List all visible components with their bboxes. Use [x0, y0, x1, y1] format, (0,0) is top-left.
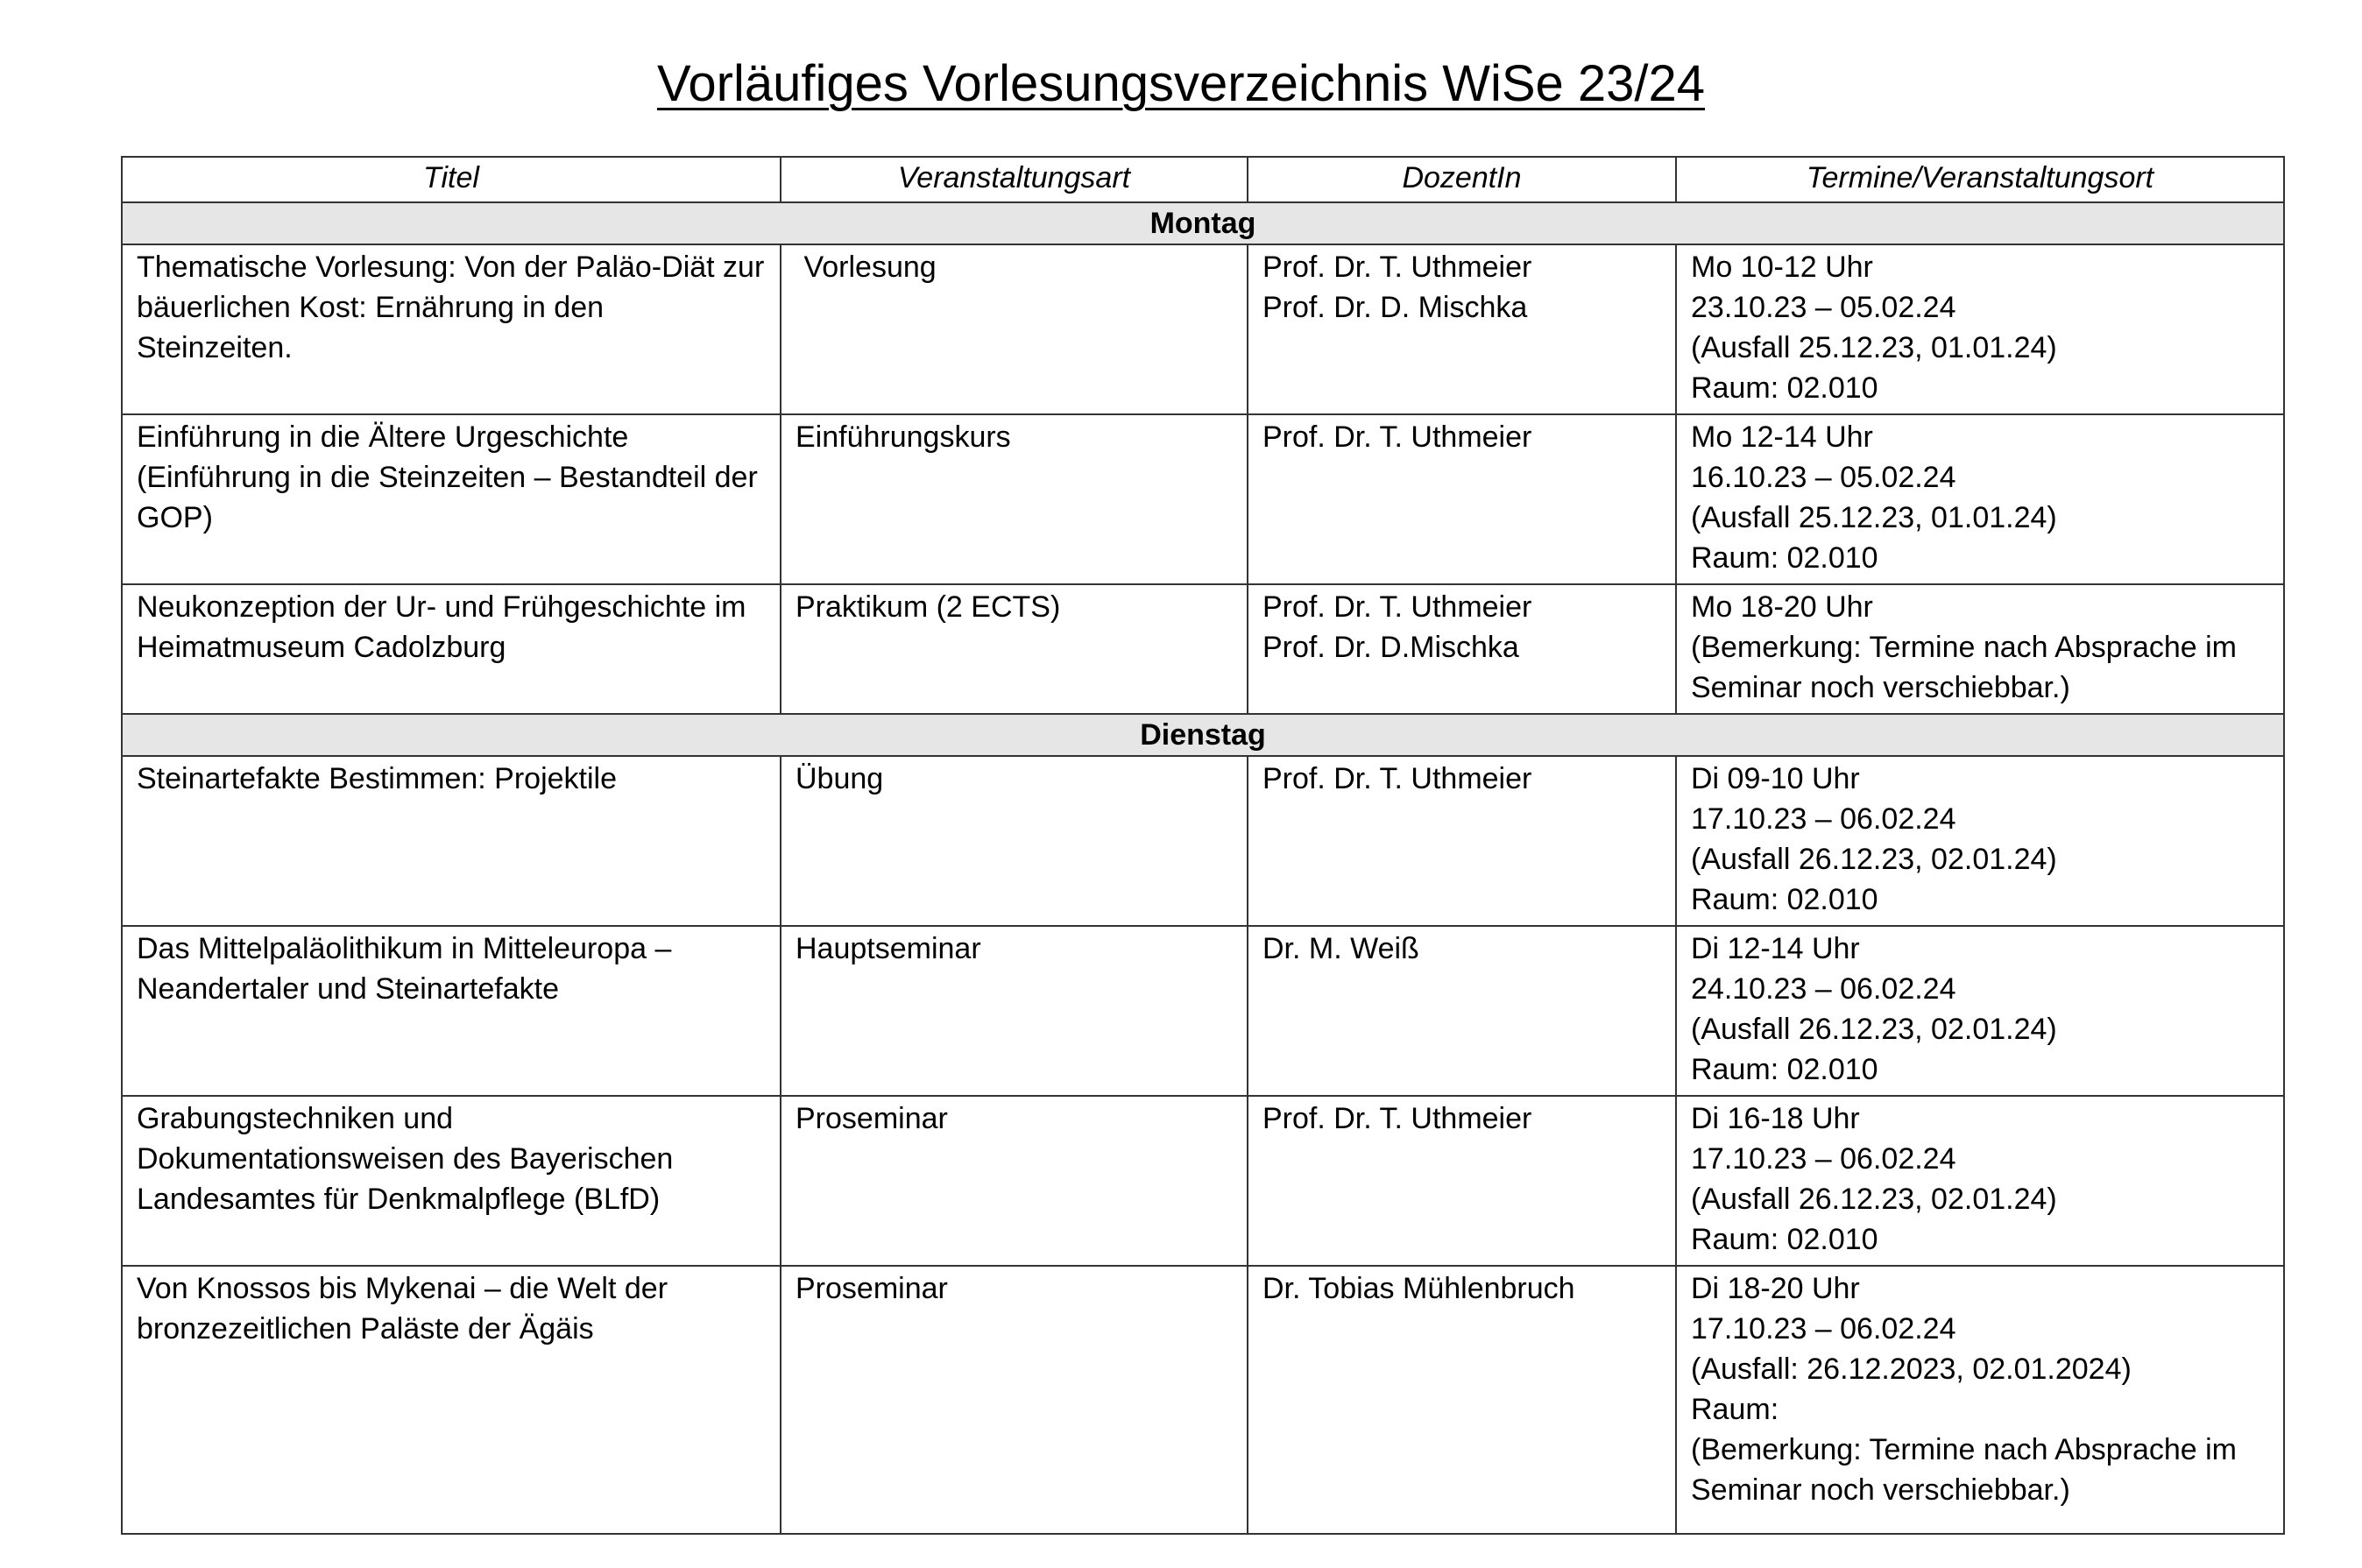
day-row-montag [122, 202, 2284, 244]
course-dates: Di 09-10 Uhr 17.10.23 – 06.02.24 (Ausfall 26.12.23, 02.01.24) Raum: 02.010 [1676, 756, 2284, 926]
course-title: Einführung in die Ältere Urgeschichte (Einführung in die Steinzeiten – Bestandteil der GOP) [122, 414, 781, 584]
course-title: Steinartefakte Bestimmen: Projektile [122, 756, 781, 926]
day-label: Dienstag [122, 714, 2284, 756]
course-title: Von Knossos bis Mykenai – die Welt der bronzezeitlichen Paläste der Ägäis [122, 1266, 781, 1534]
course-type: Proseminar [781, 1096, 1248, 1266]
course-lecturers: Dr. M. Weiß [1248, 926, 1676, 1096]
course-dates: Di 12-14 Uhr 24.10.23 – 06.02.24 (Ausfall 26.12.23, 02.01.24) Raum: 02.010 [1676, 926, 2284, 1096]
course-dates: Mo 18-20 Uhr (Bemerkung: Termine nach Absprache im Seminar noch verschiebbar.) [1676, 584, 2284, 714]
course-type: Vorlesung [781, 244, 1248, 414]
course-title: Thematische Vorlesung: Von der Paläo-Diät zur bäuerlichen Kost: Ernährung in den Steinzeiten. [122, 244, 781, 414]
course-title: Neukonzeption der Ur- und Frühgeschichte im Heimatmuseum Cadolzburg [122, 584, 781, 714]
header-type: Veranstaltungsart [781, 157, 1248, 202]
course-lecturers: Prof. Dr. T. Uthmeier Prof. Dr. D. Mischka [1248, 244, 1676, 414]
page-title: Vorläufiges Vorlesungsverzeichnis WiSe 23/24 [656, 55, 1706, 112]
table-row [122, 1266, 2284, 1534]
course-lecturers: Dr. Tobias Mühlenbruch [1248, 1266, 1676, 1534]
table-row [122, 1096, 2284, 1266]
course-title: Grabungstechniken und Dokumentationsweisen des Bayerischen Landesamtes für Denkmalpflege (BLfD) [122, 1096, 781, 1266]
course-dates: Di 18-20 Uhr 17.10.23 – 06.02.24 (Ausfall: 26.12.2023, 02.01.2024) Raum: (Bemerkung: Termine nach Absprache im Seminar noch verschiebbar.) [1676, 1266, 2284, 1534]
course-dates: Mo 10-12 Uhr 23.10.23 – 05.02.24 (Ausfall 25.12.23, 01.01.24) Raum: 02.010 [1676, 244, 2284, 414]
table-row [122, 756, 2284, 926]
course-type: Übung [781, 756, 1248, 926]
course-title: Das Mittelpaläolithikum in Mitteleuropa – Neandertaler und Steinartefakte [122, 926, 781, 1096]
course-table [121, 156, 2285, 1535]
course-lecturers: Prof. Dr. T. Uthmeier Prof. Dr. D.Mischka [1248, 584, 1676, 714]
header-lecturer: DozentIn [1248, 157, 1676, 202]
table-row [122, 926, 2284, 1096]
course-lecturers: Prof. Dr. T. Uthmeier [1248, 756, 1676, 926]
course-dates: Mo 12-14 Uhr 16.10.23 – 05.02.24 (Ausfall 25.12.23, 01.01.24) Raum: 02.010 [1676, 414, 2284, 584]
course-type: Einführungskurs [781, 414, 1248, 584]
table-row [122, 584, 2284, 714]
table-row [122, 414, 2284, 584]
header-dates: Termine/Veranstaltungsort [1676, 157, 2284, 202]
header-title: Titel [122, 157, 781, 202]
course-lecturers: Prof. Dr. T. Uthmeier [1248, 414, 1676, 584]
course-type: Hauptseminar [781, 926, 1248, 1096]
course-type: Praktikum (2 ECTS) [781, 584, 1248, 714]
day-row-dienstag [122, 714, 2284, 756]
course-type: Proseminar [781, 1266, 1248, 1534]
course-dates: Di 16-18 Uhr 17.10.23 – 06.02.24 (Ausfall 26.12.23, 02.01.24) Raum: 02.010 [1676, 1096, 2284, 1266]
day-label: Montag [122, 202, 2284, 244]
course-lecturers: Prof. Dr. T. Uthmeier [1248, 1096, 1676, 1266]
table-row [122, 244, 2284, 414]
table-header-row [122, 157, 2284, 202]
